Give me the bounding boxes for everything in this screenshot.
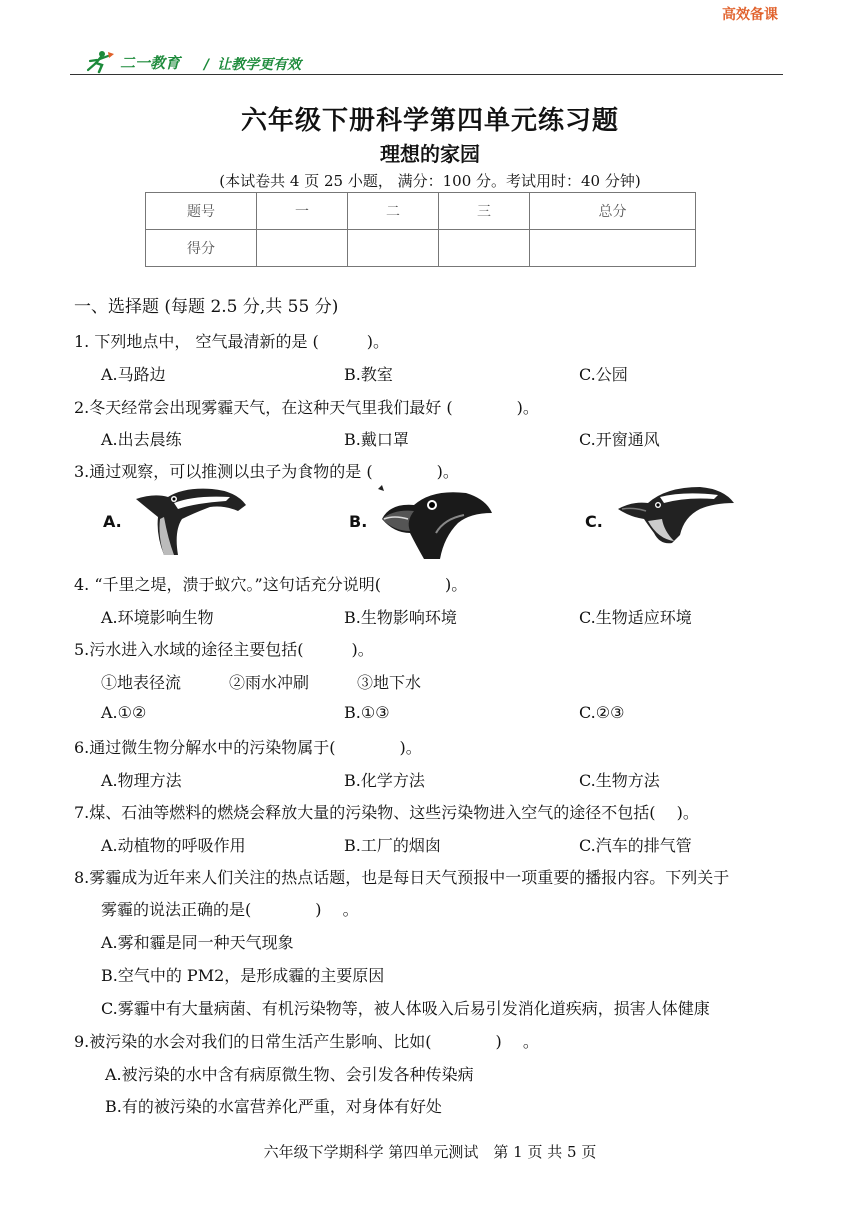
- page-title: 六年级下册科学第四单元练习题: [240, 106, 619, 136]
- question-9: 9.被污染的水会对我们的日常生活产生影响、比如( ) 。: [74, 1032, 539, 1051]
- option-c: C.雾霾中有大量病菌、有机污染物等，被人体吸入后易引发消化道疾病，损害人体健康: [101, 999, 710, 1018]
- option-a: A.动植物的呼吸作用: [101, 836, 246, 855]
- option-b: B.空气中的 PM2，是形成霾的主要原因: [101, 966, 385, 985]
- table-cell: 题号: [146, 193, 257, 230]
- question-1: 1. 下列地点中， 空气最清新的是 ( )。: [74, 332, 390, 351]
- section-heading: 一、选择题 (每题 2.5 分,共 55 分): [74, 297, 339, 317]
- table-cell: 总分: [530, 193, 696, 230]
- score-input-cell[interactable]: [348, 230, 439, 267]
- option-b: B.戴口罩: [344, 430, 409, 449]
- slogan-text: 让教学更有效: [217, 57, 302, 73]
- page-subtitle: 理想的家园: [380, 142, 480, 166]
- logo: [82, 50, 180, 74]
- option-a: A.出去晨练: [101, 430, 182, 449]
- option-a: A.①②: [101, 703, 147, 722]
- runner-logo-icon: [82, 50, 116, 74]
- bird-a-image: [134, 483, 252, 557]
- question-3: 3.通过观察，可以推测以虫子为食物的是 ( )。: [74, 462, 459, 481]
- score-input-cell[interactable]: [530, 230, 696, 267]
- question-6: 6.通过微生物分解水中的污染物属于( )。: [74, 738, 422, 757]
- question-4: 4. “千里之堤，溃于蚁穴。”这句话充分说明( )。: [74, 575, 468, 594]
- question-2: 2.冬天经常会出现雾霾天气，在这种天气里我们最好 ( )。: [74, 398, 539, 417]
- option-c: C.生物适应环境: [579, 608, 692, 627]
- page-header: [82, 50, 782, 76]
- logo-text: 二一教育: [120, 53, 181, 72]
- bird-label-a: A.: [103, 512, 122, 531]
- option-a: A.环境影响生物: [101, 608, 214, 627]
- score-table: [145, 192, 696, 267]
- header-right-tag: 高效备课: [722, 7, 778, 23]
- bird-label-c: C.: [585, 512, 603, 531]
- option-c: C.开窗通风: [579, 430, 660, 449]
- score-table-score-row: [146, 230, 696, 267]
- question-5-items: ①地表径流 ②雨水冲刷 ③地下水: [101, 673, 422, 692]
- option-c: C.②③: [579, 703, 625, 722]
- bird-label-b: B.: [349, 512, 368, 531]
- question-5: 5.污水进入水域的途径主要包括( )。: [74, 640, 374, 659]
- option-b: B.①③: [344, 703, 390, 722]
- table-cell: 一: [257, 193, 348, 230]
- score-input-cell[interactable]: [257, 230, 348, 267]
- option-a: A.物理方法: [101, 771, 182, 790]
- question-7: 7.煤、石油等燃料的燃烧会释放大量的污染物、这些污染物进入空气的途径不包括( )。: [74, 803, 699, 822]
- table-cell: 三: [439, 193, 530, 230]
- option-b: B.生物影响环境: [344, 608, 457, 627]
- score-table-header-row: [146, 193, 696, 230]
- option-a: A.马路边: [101, 365, 166, 384]
- option-b: B.教室: [344, 365, 393, 384]
- option-c: C.汽车的排气管: [579, 836, 692, 855]
- option-c: C.公园: [579, 365, 628, 384]
- option-c: C.生物方法: [579, 771, 660, 790]
- option-b: B.有的被污染的水富营养化严重，对身体有好处: [105, 1097, 442, 1116]
- header-divider: [70, 74, 783, 75]
- question-8: 8.雾霾成为近年来人们关注的热点话题，也是每日天气预报中一项重要的播报内容。下列关于: [74, 868, 730, 887]
- table-cell: 得分: [146, 230, 257, 267]
- option-b: B.化学方法: [344, 771, 425, 790]
- table-cell: 二: [348, 193, 439, 230]
- slogan: / 让教学更有效: [204, 57, 302, 73]
- option-a: A.被污染的水中含有病原微生物、会引发各种传染病: [105, 1065, 474, 1084]
- page-footer: 六年级下学期科学 第四单元测试 第 1 页 共 5 页: [263, 1143, 597, 1161]
- exam-info: (本试卷共 4 页 25 小题， 满分：100 分。考试用时：40 分钟): [219, 172, 641, 190]
- option-a: A.雾和霾是同一种天气现象: [101, 933, 294, 952]
- option-b: B.工厂的烟囱: [344, 836, 441, 855]
- question-8-line2: 雾霾的说法正确的是( ) 。: [101, 900, 359, 919]
- score-input-cell[interactable]: [439, 230, 530, 267]
